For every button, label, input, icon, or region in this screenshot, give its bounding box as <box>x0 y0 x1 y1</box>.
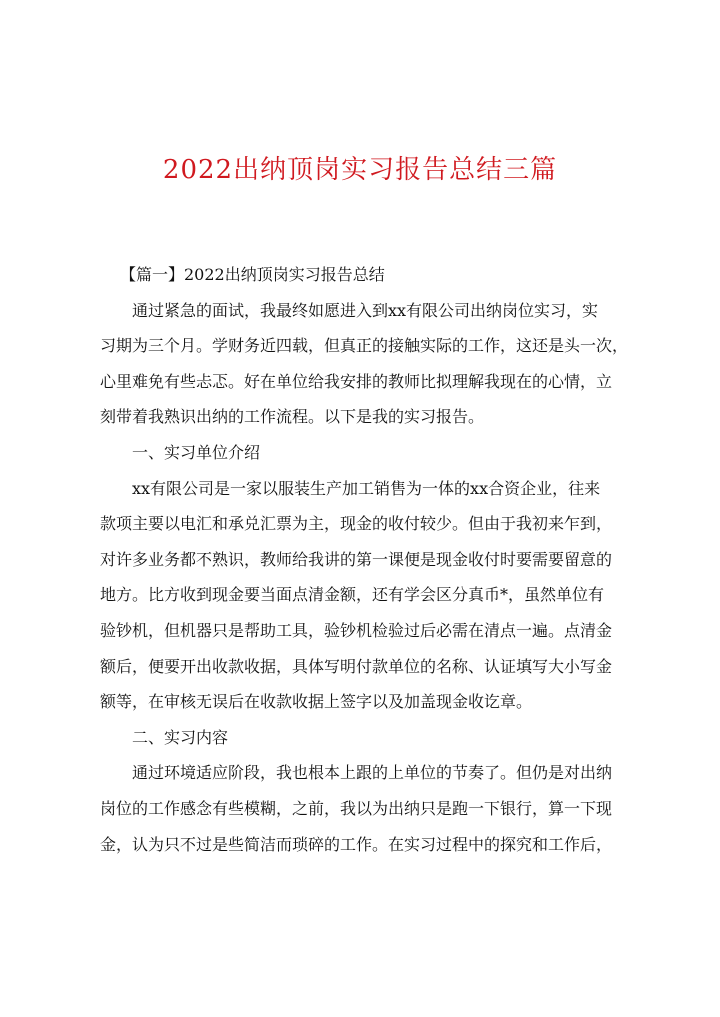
paragraph-line: xx有限公司是一家以服装生产加工销售为一体的xx合资企业，往来 <box>132 478 601 498</box>
paragraph-line: 通过紧急的面试，我最终如愿进入到xx有限公司出纳岗位实习，实 <box>132 300 599 320</box>
paragraph-line: 金，认为只不过是些简洁而琐碎的工作。在实习过程中的探究和工作后， <box>100 834 613 854</box>
paragraph-line: 款项主要以电汇和承兑汇票为主，现金的收付较少。但由于我初来乍到， <box>100 514 613 534</box>
paragraph-line: 地方。比方收到现金要当面点清金额，还有学会区分真币*，虽然单位有 <box>100 585 605 605</box>
paragraph-line: 对许多业务都不熟识，教师给我讲的第一课便是现金收付时要需要留意的 <box>100 549 613 569</box>
paragraph-line: 验钞机，但机器只是帮助工具，验钞机检验过后必需在清点一遍。点清金 <box>100 620 613 640</box>
section-heading-internship-content: 二、实习内容 <box>132 727 229 747</box>
paragraph-line: 习期为三个月。学财务近四载，但真正的接触实际的工作，这还是头一次， <box>100 336 629 356</box>
paragraph-line: 岗位的工作感念有些模糊，之前，我以为出纳只是跑一下银行，算一下现 <box>100 798 613 818</box>
document-body <box>100 257 632 862</box>
paragraph-line: 通过环境适应阶段，我也根本上跟的上单位的节奏了。但仍是对出纳 <box>132 763 613 783</box>
paragraph-line: 心里难免有些忐忑。好在单位给我安排的教师比拟理解我现在的心情，立 <box>100 371 613 391</box>
section-heading-part-one: 【篇一】2022出纳顶岗实习报告总结 <box>120 265 385 284</box>
section-heading-unit-intro: 一、实习单位介绍 <box>132 442 261 462</box>
paragraph-line: 额等，在审核无误后在收款收据上签字以及加盖现金收讫章。 <box>100 692 533 712</box>
paragraph-line: 刻带着我熟识出纳的工作流程。以下是我的实习报告。 <box>100 407 485 427</box>
paragraph-line: 额后，便要开出收款收据，具体写明付款单位的名称、认证填写大小写金 <box>100 656 613 676</box>
document-title: 2022出纳顶岗实习报告总结三篇 <box>162 155 558 185</box>
